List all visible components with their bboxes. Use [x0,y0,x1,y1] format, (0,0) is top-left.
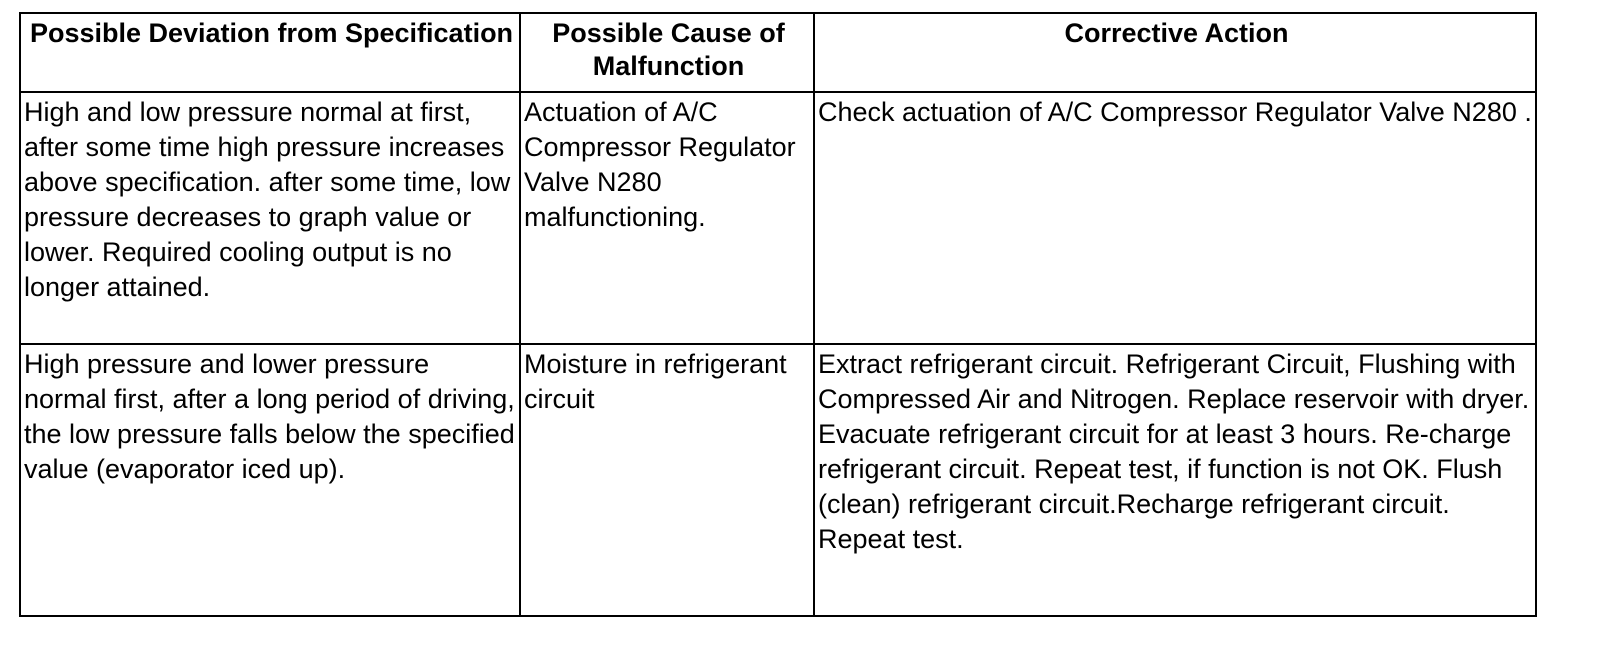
header-row [20,13,1536,92]
table-header [20,13,1536,92]
header-cause: Possible Cause of Malfunction [520,13,814,92]
action-cell: Extract refrigerant circuit. Refrigerant Circuit, Flushing with Compressed Air and Nitrogen. Replace reservoir with dryer. Evacuate refrigerant circuit for at least 3 hours. Re-charge refrigerant circuit. Repeat test, if function is not OK. Flush (clean) refrigerant circuit.Recharge refrigerant circuit. Repeat test. [814,344,1536,616]
header-deviation: Possible Deviation from Specification [20,13,520,92]
action-cell: Check actuation of A/C Compressor Regulator Valve N280 . [814,92,1536,344]
header-action: Corrective Action [814,13,1536,92]
deviation-cell: High pressure and lower pressure normal first, after a long period of driving, the low pressure falls below the specified value (evaporator iced up). [20,344,520,616]
cause-cell: Moisture in refrigerant circuit [520,344,814,616]
table-body [20,92,1536,616]
table-row [20,92,1536,344]
table-row [20,344,1536,616]
diagnosis-table [19,12,1537,617]
cause-cell: Actuation of A/C Compressor Regulator Valve N280 malfunctioning. [520,92,814,344]
deviation-cell: High and low pressure normal at first, after some time high pressure increases above specification. after some time, low pressure decreases to graph value or lower. Required cooling output is no longer attained. [20,92,520,344]
